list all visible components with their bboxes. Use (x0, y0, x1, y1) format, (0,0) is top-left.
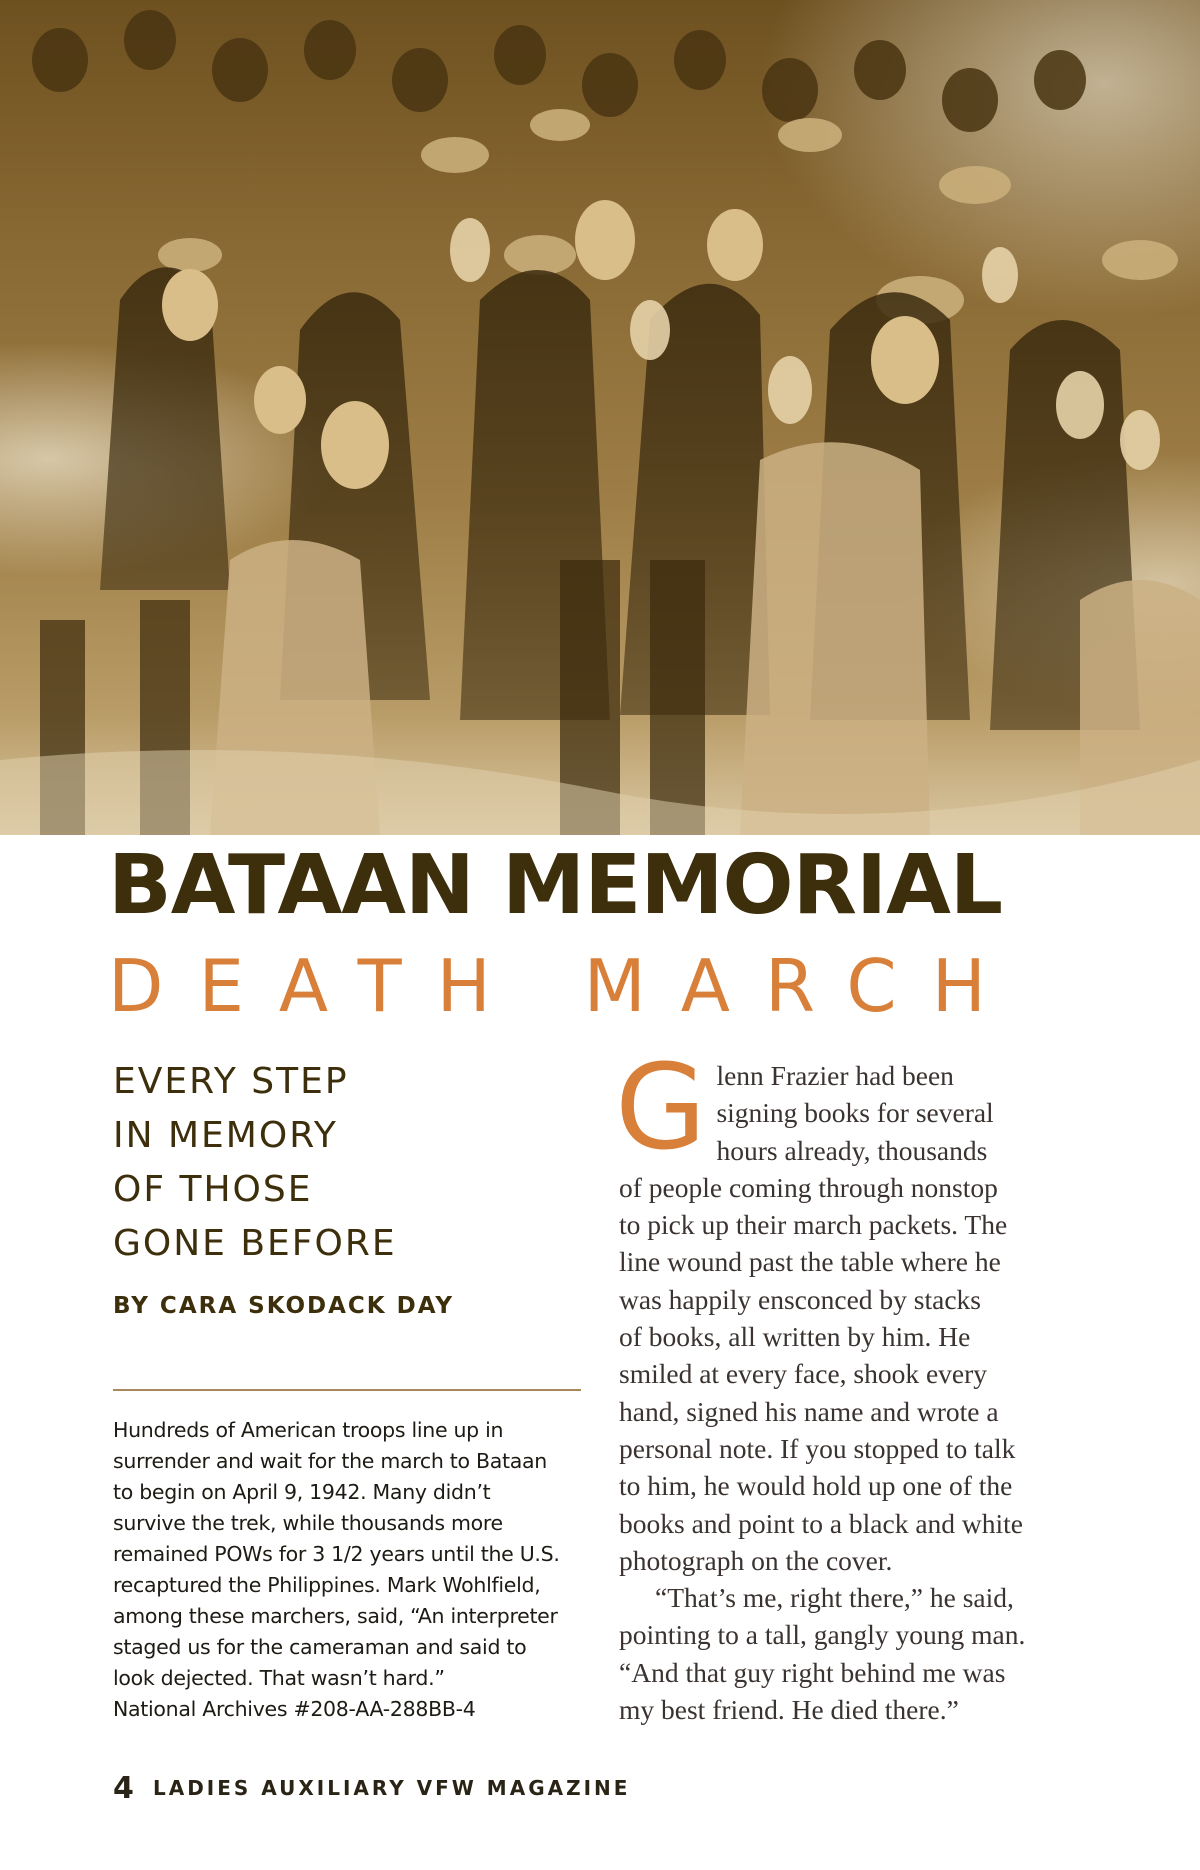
body-line: my best friend. He died there.” (619, 1694, 959, 1726)
page-footer (113, 1771, 630, 1806)
caption-line: remained POWs for 3 1/2 years until the U.S. (113, 1542, 560, 1566)
caption-line: look dejected. That wasn’t hard.” (113, 1666, 445, 1690)
publication-name: LADIES AUXILIARY VFW MAGAZINE (152, 1776, 631, 1800)
body-line: hours already, thousands (716, 1134, 988, 1166)
body-line: was happily ensconced by stacks (619, 1283, 981, 1315)
deck-line: IN MEMORY (113, 1115, 338, 1156)
caption-line: recaptured the Philippines. Mark Wohlfield, (113, 1573, 541, 1597)
body-line: personal note. If you stopped to talk (619, 1432, 1016, 1464)
deck-line: EVERY STEP (113, 1061, 349, 1102)
body-line: books and point to a black and white (619, 1507, 1024, 1539)
caption-line: to begin on April 9, 1942. Many didn’t (113, 1480, 491, 1504)
body-line: “And that guy right behind me was (619, 1656, 1006, 1688)
body-line: smiled at every face, shook every (619, 1358, 988, 1390)
byline: BY CARA SKODACK DAY (113, 1293, 454, 1319)
body-line: to him, he would hold up one of the (619, 1470, 1013, 1502)
body-line: signing books for several (716, 1097, 994, 1129)
photo-caption (113, 1415, 593, 1725)
caption-line: survive the trek, while thousands more (113, 1511, 503, 1535)
sepia-photograph-troops-surrendering (0, 0, 1200, 835)
article-body (615, 1038, 1094, 1728)
body-line: of books, all written by him. He (619, 1321, 971, 1353)
caption-line: National Archives #208-AA-288BB-4 (113, 1697, 476, 1721)
body-line: “That’s me, right there,” he said, (655, 1582, 1014, 1614)
deck-line: OF THOSE (113, 1169, 313, 1210)
drop-cap: G (615, 1038, 707, 1176)
body-line: lenn Frazier had been (716, 1060, 954, 1091)
body-line: of people coming through nonstop (619, 1171, 998, 1203)
headline-title: BATAAN MEMORIAL (108, 838, 1003, 933)
body-line: to pick up their march packets. The (619, 1209, 1008, 1241)
divider (113, 1389, 581, 1391)
caption-line: staged us for the cameraman and said to (113, 1635, 527, 1659)
hero-photograph (0, 0, 1200, 835)
deck-line: GONE BEFORE (113, 1223, 397, 1264)
body-line: pointing to a tall, gangly young man. (619, 1619, 1026, 1651)
body-line: hand, signed his name and wrote a (619, 1395, 999, 1427)
caption-line: among these marchers, said, “An interpreter (113, 1604, 558, 1628)
headline-subtitle: DEATH MARCH (108, 944, 1021, 1028)
body-line: line wound past the table where he (619, 1246, 1001, 1278)
body-line: photograph on the cover. (619, 1544, 893, 1576)
page-number: 4 (113, 1771, 134, 1806)
article-deck (113, 1055, 553, 1271)
caption-line: surrender and wait for the march to Bataan (113, 1449, 547, 1473)
caption-line: Hundreds of American troops line up in (113, 1418, 504, 1442)
